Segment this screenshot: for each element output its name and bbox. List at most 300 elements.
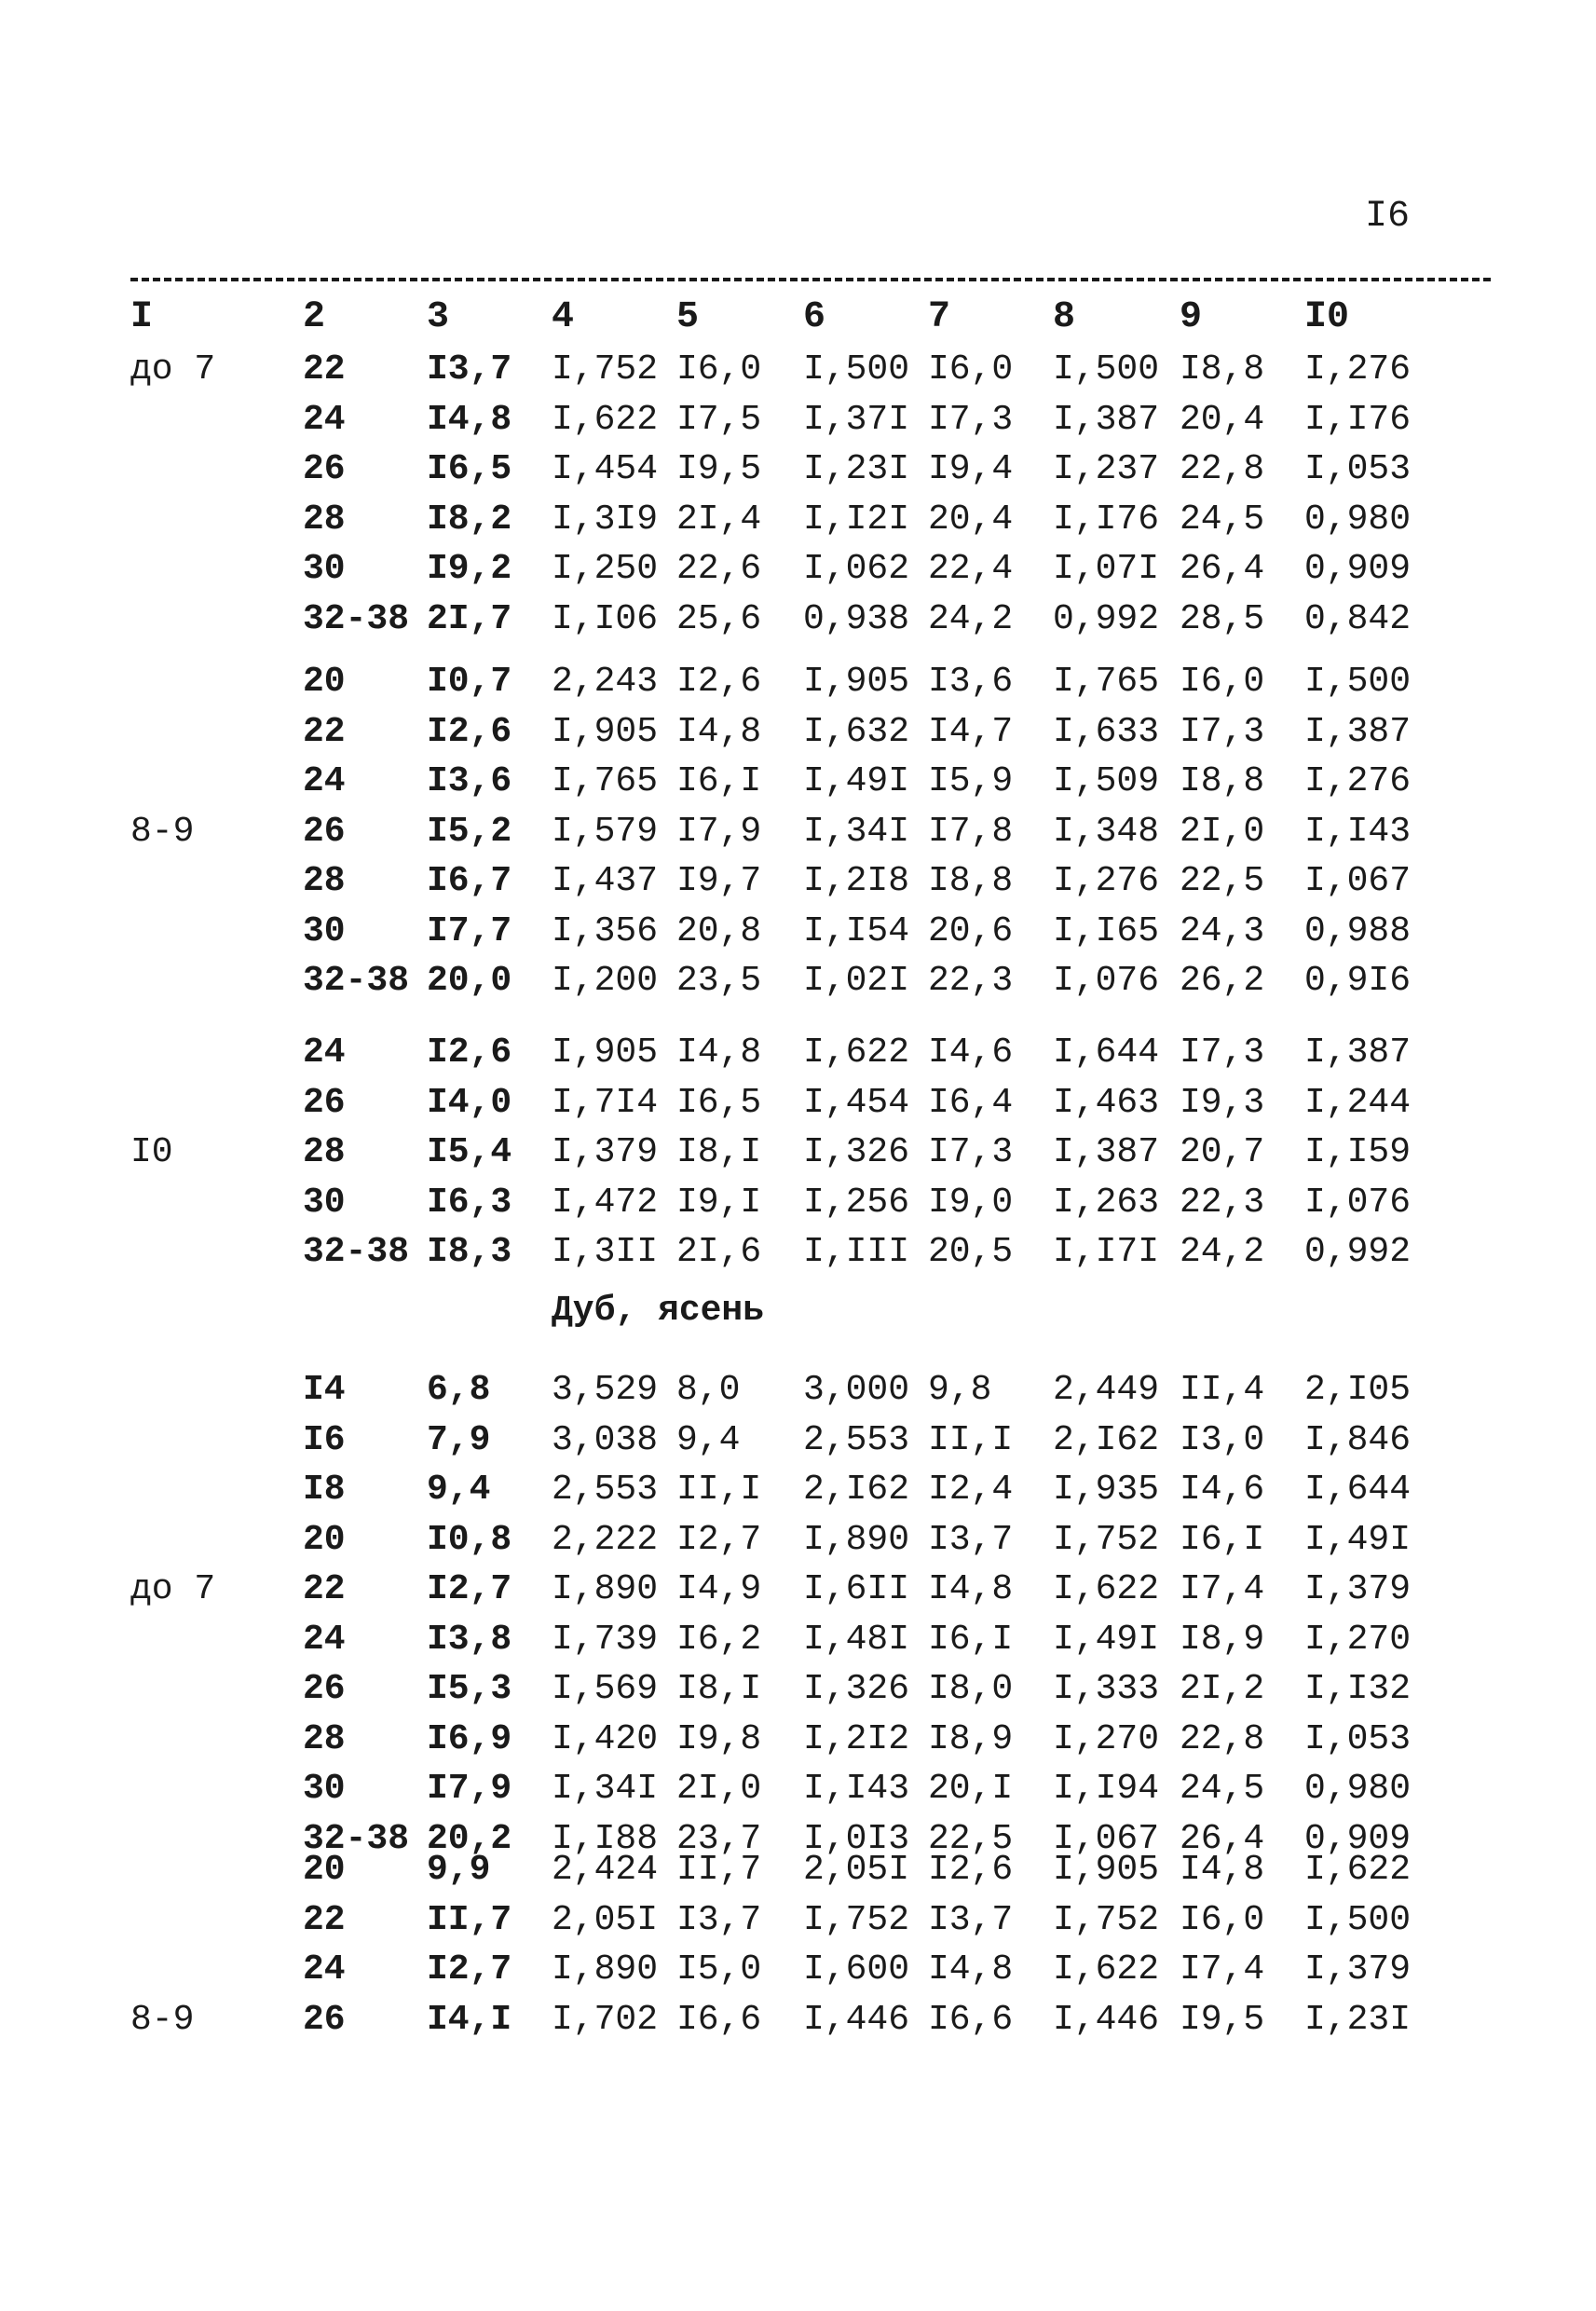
cell-col-4: 3,038 bbox=[552, 1419, 659, 1460]
cell-col-7: 20,5 bbox=[928, 1232, 1014, 1272]
cell-col-9: 24,3 bbox=[1180, 910, 1265, 951]
cell-col-7: 20,4 bbox=[928, 499, 1014, 540]
cell-col-3: I0,7 bbox=[427, 662, 512, 702]
cell-col-4: I,905 bbox=[552, 1032, 659, 1073]
cell-col-2: 28 bbox=[303, 861, 346, 901]
cell-col-2: 20 bbox=[303, 662, 346, 702]
cell-col-8: I,076 bbox=[1053, 961, 1160, 1001]
table-row bbox=[0, 1569, 1596, 1620]
cell-col-4: I,752 bbox=[552, 349, 659, 390]
cell-col-6: I,2I2 bbox=[803, 1718, 910, 1759]
cell-col-4: I,890 bbox=[552, 1949, 659, 1990]
cell-col-6: I,454 bbox=[803, 1082, 910, 1123]
cell-col-9: II,4 bbox=[1180, 1370, 1265, 1410]
table-row bbox=[0, 861, 1596, 911]
cell-col-2: 32-38 bbox=[303, 1232, 410, 1272]
group-label: 8-9 bbox=[130, 1999, 195, 2040]
cell-col-3: 6,8 bbox=[427, 1370, 491, 1410]
cell-col-7: I2,4 bbox=[928, 1470, 1014, 1510]
cell-col-8: I,644 bbox=[1053, 1032, 1160, 1073]
cell-col-6: I,622 bbox=[803, 1032, 910, 1073]
cell-col-2: 22 bbox=[303, 1569, 346, 1609]
cell-col-4: I,765 bbox=[552, 761, 659, 801]
cell-col-5: I4,8 bbox=[676, 711, 762, 752]
cell-col-2: 26 bbox=[303, 811, 346, 852]
cell-col-8: I,276 bbox=[1053, 861, 1160, 901]
cell-col-7: I3,7 bbox=[928, 1519, 1014, 1560]
cell-col-8: I,49I bbox=[1053, 1619, 1160, 1660]
cell-col-7: 22,5 bbox=[928, 1818, 1014, 1859]
cell-col-2: 24 bbox=[303, 1032, 346, 1073]
table-row bbox=[0, 1032, 1596, 1083]
cell-col-10: 0,909 bbox=[1304, 1818, 1412, 1859]
cell-col-9: I7,3 bbox=[1180, 1032, 1265, 1073]
cell-col-4: I,454 bbox=[552, 449, 659, 489]
cell-col-2: 32-38 bbox=[303, 598, 410, 639]
cell-col-3: 7,9 bbox=[427, 1419, 491, 1460]
cell-col-7: I7,3 bbox=[928, 399, 1014, 440]
cell-col-2: 28 bbox=[303, 1718, 346, 1759]
cell-col-4: I,579 bbox=[552, 811, 659, 852]
cell-col-5: 2I,4 bbox=[676, 499, 762, 540]
cell-col-3: I2,7 bbox=[427, 1949, 512, 1990]
cell-col-2: 26 bbox=[303, 1082, 346, 1123]
cell-col-6: I,905 bbox=[803, 662, 910, 702]
cell-col-3: I3,7 bbox=[427, 349, 512, 390]
cell-col-5: I2,6 bbox=[676, 662, 762, 702]
cell-col-3: I3,6 bbox=[427, 761, 512, 801]
table-row bbox=[0, 1900, 1596, 1950]
cell-col-4: I,I06 bbox=[552, 598, 659, 639]
cell-col-6: I,632 bbox=[803, 711, 910, 752]
cell-col-6: I,I2I bbox=[803, 499, 910, 540]
table-row bbox=[0, 349, 1596, 400]
cell-col-9: 2I,0 bbox=[1180, 811, 1265, 852]
cell-col-7: I6,6 bbox=[928, 1999, 1014, 2040]
cell-col-3: I5,3 bbox=[427, 1669, 512, 1709]
cell-col-2: 22 bbox=[303, 349, 346, 390]
cell-col-5: I6,6 bbox=[676, 1999, 762, 2040]
cell-col-2: I8 bbox=[303, 1470, 346, 1510]
group-label: до 7 bbox=[130, 1569, 216, 1609]
column-header-2: 2 bbox=[303, 296, 326, 338]
table-row bbox=[0, 1669, 1596, 1719]
table-row bbox=[0, 549, 1596, 599]
cell-col-10: I,I59 bbox=[1304, 1132, 1412, 1172]
table-row bbox=[0, 712, 1596, 762]
cell-col-8: I,I76 bbox=[1053, 499, 1160, 540]
cell-col-7: I3,6 bbox=[928, 662, 1014, 702]
cell-col-10: I,500 bbox=[1304, 662, 1412, 702]
cell-col-7: I9,4 bbox=[928, 449, 1014, 489]
cell-col-10: I,270 bbox=[1304, 1619, 1412, 1660]
cell-col-2: 24 bbox=[303, 399, 346, 440]
cell-col-2: 28 bbox=[303, 1132, 346, 1172]
cell-col-4: I,3II bbox=[552, 1232, 659, 1272]
cell-col-9: I8,9 bbox=[1180, 1619, 1265, 1660]
cell-col-10: I,053 bbox=[1304, 1718, 1412, 1759]
cell-col-8: I,500 bbox=[1053, 349, 1160, 390]
cell-col-4: I,437 bbox=[552, 861, 659, 901]
table-row bbox=[0, 1620, 1596, 1670]
table-row bbox=[0, 761, 1596, 812]
cell-col-8: I,387 bbox=[1053, 1132, 1160, 1172]
cell-col-4: I,356 bbox=[552, 910, 659, 951]
cell-col-5: 23,7 bbox=[676, 1818, 762, 1859]
cell-col-5: 2I,6 bbox=[676, 1232, 762, 1272]
cell-col-8: I,765 bbox=[1053, 662, 1160, 702]
cell-col-5: I8,I bbox=[676, 1132, 762, 1172]
cell-col-8: I,633 bbox=[1053, 711, 1160, 752]
cell-col-3: I6,9 bbox=[427, 1718, 512, 1759]
table-row bbox=[0, 2000, 1596, 2050]
cell-col-6: I,752 bbox=[803, 1899, 910, 1940]
cell-col-7: 24,2 bbox=[928, 598, 1014, 639]
cell-col-2: 30 bbox=[303, 1769, 346, 1809]
cell-col-8: I,446 bbox=[1053, 1999, 1160, 2040]
cell-col-3: 2I,7 bbox=[427, 598, 512, 639]
cell-col-9: 22,5 bbox=[1180, 861, 1265, 901]
cell-col-6: I,600 bbox=[803, 1949, 910, 1990]
cell-col-6: I,062 bbox=[803, 549, 910, 589]
cell-col-4: I,905 bbox=[552, 711, 659, 752]
cell-col-7: I4,8 bbox=[928, 1949, 1014, 1990]
cell-col-2: 30 bbox=[303, 549, 346, 589]
cell-col-7: I2,6 bbox=[928, 1850, 1014, 1890]
cell-col-7: 22,3 bbox=[928, 961, 1014, 1001]
cell-col-7: I6,4 bbox=[928, 1082, 1014, 1123]
cell-col-5: I8,I bbox=[676, 1669, 762, 1709]
cell-col-5: I9,I bbox=[676, 1182, 762, 1223]
cell-col-4: I,702 bbox=[552, 1999, 659, 2040]
cell-col-5: 9,4 bbox=[676, 1419, 741, 1460]
group-label: до 7 bbox=[130, 349, 216, 390]
cell-col-6: I,326 bbox=[803, 1132, 910, 1172]
cell-col-9: I6,0 bbox=[1180, 1899, 1265, 1940]
table-row bbox=[0, 1769, 1596, 1819]
cell-col-10: 0,992 bbox=[1304, 1232, 1412, 1272]
cell-col-4: I,250 bbox=[552, 549, 659, 589]
cell-col-8: I,905 bbox=[1053, 1850, 1160, 1890]
cell-col-5: I4,9 bbox=[676, 1569, 762, 1609]
cell-col-7: I8,9 bbox=[928, 1718, 1014, 1759]
cell-col-7: I9,0 bbox=[928, 1182, 1014, 1223]
cell-col-7: 20,I bbox=[928, 1769, 1014, 1809]
table-row bbox=[0, 1083, 1596, 1133]
cell-col-8: I,463 bbox=[1053, 1082, 1160, 1123]
cell-col-8: I,935 bbox=[1053, 1470, 1160, 1510]
cell-col-5: 20,8 bbox=[676, 910, 762, 951]
cell-col-10: I,053 bbox=[1304, 449, 1412, 489]
cell-col-9: 2I,2 bbox=[1180, 1669, 1265, 1709]
cell-col-5: I9,8 bbox=[676, 1718, 762, 1759]
cell-col-10: I,23I bbox=[1304, 1999, 1412, 2040]
cell-col-2: 24 bbox=[303, 761, 346, 801]
cell-col-4: I,420 bbox=[552, 1718, 659, 1759]
cell-col-3: I2,6 bbox=[427, 1032, 512, 1073]
cell-col-5: I6,I bbox=[676, 761, 762, 801]
cell-col-9: I7,4 bbox=[1180, 1569, 1265, 1609]
cell-col-9: I7,4 bbox=[1180, 1949, 1265, 1990]
cell-col-3: I5,2 bbox=[427, 811, 512, 852]
cell-col-6: I,0I3 bbox=[803, 1818, 910, 1859]
cell-col-8: 2,449 bbox=[1053, 1370, 1160, 1410]
cell-col-5: 2I,0 bbox=[676, 1769, 762, 1809]
cell-col-9: 20,7 bbox=[1180, 1132, 1265, 1172]
cell-col-10: I,076 bbox=[1304, 1182, 1412, 1223]
cell-col-8: I,067 bbox=[1053, 1818, 1160, 1859]
cell-col-10: 0,909 bbox=[1304, 549, 1412, 589]
cell-col-8: I,263 bbox=[1053, 1182, 1160, 1223]
cell-col-9: I8,8 bbox=[1180, 349, 1265, 390]
cell-col-7: I5,9 bbox=[928, 761, 1014, 801]
cell-col-3: 20,0 bbox=[427, 961, 512, 1001]
cell-col-10: 0,9I6 bbox=[1304, 961, 1412, 1001]
cell-col-4: I,739 bbox=[552, 1619, 659, 1660]
cell-col-2: 28 bbox=[303, 499, 346, 540]
cell-col-8: 2,I62 bbox=[1053, 1419, 1160, 1460]
cell-col-3: I2,6 bbox=[427, 711, 512, 752]
cell-col-3: I3,8 bbox=[427, 1619, 512, 1660]
cell-col-3: 9,4 bbox=[427, 1470, 491, 1510]
cell-col-4: I,379 bbox=[552, 1132, 659, 1172]
cell-col-9: 22,3 bbox=[1180, 1182, 1265, 1223]
cell-col-7: I4,6 bbox=[928, 1032, 1014, 1073]
cell-col-4: 2,553 bbox=[552, 1470, 659, 1510]
cell-col-6: 2,I62 bbox=[803, 1470, 910, 1510]
cell-col-9: I7,3 bbox=[1180, 711, 1265, 752]
cell-col-6: I,326 bbox=[803, 1669, 910, 1709]
cell-col-10: I,387 bbox=[1304, 711, 1412, 752]
cell-col-10: I,49I bbox=[1304, 1519, 1412, 1560]
cell-col-6: I,446 bbox=[803, 1999, 910, 2040]
cell-col-10: I,846 bbox=[1304, 1419, 1412, 1460]
cell-col-2: 26 bbox=[303, 1999, 346, 2040]
cell-col-3: I2,7 bbox=[427, 1569, 512, 1609]
cell-col-4: I,622 bbox=[552, 399, 659, 440]
cell-col-7: I4,7 bbox=[928, 711, 1014, 752]
column-header-10: I0 bbox=[1304, 296, 1350, 338]
cell-col-9: 22,8 bbox=[1180, 1718, 1265, 1759]
cell-col-4: I,7I4 bbox=[552, 1082, 659, 1123]
cell-col-9: 22,8 bbox=[1180, 449, 1265, 489]
cell-col-8: I,I7I bbox=[1053, 1232, 1160, 1272]
table-row bbox=[0, 1370, 1596, 1420]
cell-col-3: I8,2 bbox=[427, 499, 512, 540]
cell-col-10: I,067 bbox=[1304, 861, 1412, 901]
cell-col-7: I7,8 bbox=[928, 811, 1014, 852]
table-row bbox=[0, 812, 1596, 862]
cell-col-4: 2,424 bbox=[552, 1850, 659, 1890]
cell-col-5: II,I bbox=[676, 1470, 762, 1510]
cell-col-6: 3,000 bbox=[803, 1370, 910, 1410]
cell-col-5: I2,7 bbox=[676, 1519, 762, 1560]
column-header-6: 6 bbox=[803, 296, 826, 338]
cell-col-10: I,644 bbox=[1304, 1470, 1412, 1510]
cell-col-5: I6,0 bbox=[676, 349, 762, 390]
cell-col-8: I,237 bbox=[1053, 449, 1160, 489]
cell-col-10: 0,980 bbox=[1304, 1769, 1412, 1809]
cell-col-9: I6,I bbox=[1180, 1519, 1265, 1560]
cell-col-8: I,I94 bbox=[1053, 1769, 1160, 1809]
cell-col-2: 24 bbox=[303, 1619, 346, 1660]
cell-col-4: I,I88 bbox=[552, 1818, 659, 1859]
column-header-8: 8 bbox=[1053, 296, 1076, 338]
column-header-1: I bbox=[130, 296, 154, 338]
cell-col-7: I6,0 bbox=[928, 349, 1014, 390]
cell-col-9: 28,5 bbox=[1180, 598, 1265, 639]
cell-col-8: I,348 bbox=[1053, 811, 1160, 852]
table-row bbox=[0, 1850, 1596, 1900]
cell-col-10: 0,988 bbox=[1304, 910, 1412, 951]
table-row bbox=[0, 599, 1596, 650]
cell-col-6: I,23I bbox=[803, 449, 910, 489]
cell-col-4: 3,529 bbox=[552, 1370, 659, 1410]
cell-col-4: I,890 bbox=[552, 1569, 659, 1609]
cell-col-3: I6,3 bbox=[427, 1182, 512, 1223]
cell-col-9: I4,8 bbox=[1180, 1850, 1265, 1890]
column-header-7: 7 bbox=[928, 296, 951, 338]
cell-col-2: 20 bbox=[303, 1519, 346, 1560]
cell-col-9: 24,5 bbox=[1180, 1769, 1265, 1809]
cell-col-6: I,6II bbox=[803, 1569, 910, 1609]
table-row bbox=[0, 961, 1596, 1011]
cell-col-10: I,276 bbox=[1304, 761, 1412, 801]
cell-col-2: 26 bbox=[303, 449, 346, 489]
cell-col-2: 30 bbox=[303, 910, 346, 951]
cell-col-8: I,270 bbox=[1053, 1718, 1160, 1759]
cell-col-5: 8,0 bbox=[676, 1370, 741, 1410]
cell-col-3: I8,3 bbox=[427, 1232, 512, 1272]
cell-col-10: I,I76 bbox=[1304, 399, 1412, 440]
cell-col-6: I,34I bbox=[803, 811, 910, 852]
table-row bbox=[0, 1232, 1596, 1282]
cell-col-3: I7,9 bbox=[427, 1769, 512, 1809]
cell-col-5: I4,8 bbox=[676, 1032, 762, 1073]
table-row bbox=[0, 1719, 1596, 1770]
cell-col-9: I9,5 bbox=[1180, 1999, 1265, 2040]
cell-col-6: I,I43 bbox=[803, 1769, 910, 1809]
page-number: I6 bbox=[1365, 196, 1411, 238]
cell-col-5: I6,2 bbox=[676, 1619, 762, 1660]
cell-col-2: 32-38 bbox=[303, 961, 410, 1001]
cell-col-9: I6,0 bbox=[1180, 662, 1265, 702]
cell-col-6: I,890 bbox=[803, 1519, 910, 1560]
table-row bbox=[0, 499, 1596, 550]
cell-col-8: I,333 bbox=[1053, 1669, 1160, 1709]
cell-col-2: 24 bbox=[303, 1949, 346, 1990]
table-row bbox=[0, 1420, 1596, 1470]
cell-col-7: I4,8 bbox=[928, 1569, 1014, 1609]
cell-col-2: 30 bbox=[303, 1182, 346, 1223]
cell-col-5: 22,6 bbox=[676, 549, 762, 589]
cell-col-10: I,379 bbox=[1304, 1949, 1412, 1990]
cell-col-6: I,2I8 bbox=[803, 861, 910, 901]
cell-col-4: I,200 bbox=[552, 961, 659, 1001]
cell-col-6: I,I54 bbox=[803, 910, 910, 951]
cell-col-3: I5,4 bbox=[427, 1132, 512, 1172]
cell-col-4: I,34I bbox=[552, 1769, 659, 1809]
cell-col-5: I7,5 bbox=[676, 399, 762, 440]
cell-col-3: 9,9 bbox=[427, 1850, 491, 1890]
cell-col-10: I,500 bbox=[1304, 1899, 1412, 1940]
cell-col-7: I6,I bbox=[928, 1619, 1014, 1660]
cell-col-5: I9,5 bbox=[676, 449, 762, 489]
cell-col-10: I,387 bbox=[1304, 1032, 1412, 1073]
column-header-row bbox=[0, 296, 1596, 343]
cell-col-6: I,III bbox=[803, 1232, 910, 1272]
cell-col-3: 20,2 bbox=[427, 1818, 512, 1859]
cell-col-10: 0,980 bbox=[1304, 499, 1412, 540]
cell-col-2: 32-38 bbox=[303, 1818, 410, 1859]
cell-col-4: I,569 bbox=[552, 1669, 659, 1709]
cell-col-9: I3,0 bbox=[1180, 1419, 1265, 1460]
cell-col-7: I8,0 bbox=[928, 1669, 1014, 1709]
cell-col-9: 26,4 bbox=[1180, 549, 1265, 589]
cell-col-3: II,7 bbox=[427, 1899, 512, 1940]
cell-col-8: I,622 bbox=[1053, 1569, 1160, 1609]
cell-col-7: I3,7 bbox=[928, 1899, 1014, 1940]
cell-col-2: I4 bbox=[303, 1370, 346, 1410]
cell-col-3: I7,7 bbox=[427, 910, 512, 951]
cell-col-10: 0,842 bbox=[1304, 598, 1412, 639]
cell-col-5: I9,7 bbox=[676, 861, 762, 901]
cell-col-4: 2,243 bbox=[552, 662, 659, 702]
cell-col-9: 26,4 bbox=[1180, 1818, 1265, 1859]
table-row bbox=[0, 1470, 1596, 1520]
cell-col-10: I,379 bbox=[1304, 1569, 1412, 1609]
column-header-5: 5 bbox=[676, 296, 700, 338]
cell-col-2: 22 bbox=[303, 1899, 346, 1940]
cell-col-3: I0,8 bbox=[427, 1519, 512, 1560]
cell-col-4: I,3I9 bbox=[552, 499, 659, 540]
cell-col-4: I,472 bbox=[552, 1182, 659, 1223]
cell-col-6: 2,553 bbox=[803, 1419, 910, 1460]
cell-col-10: I,I32 bbox=[1304, 1669, 1412, 1709]
cell-col-5: 25,6 bbox=[676, 598, 762, 639]
cell-col-10: I,622 bbox=[1304, 1850, 1412, 1890]
cell-col-5: II,7 bbox=[676, 1850, 762, 1890]
cell-col-6: I,49I bbox=[803, 761, 910, 801]
table-row bbox=[0, 400, 1596, 450]
cell-col-8: I,I65 bbox=[1053, 910, 1160, 951]
cell-col-5: I3,7 bbox=[676, 1899, 762, 1940]
table-row bbox=[0, 1183, 1596, 1233]
cell-col-6: I,37I bbox=[803, 399, 910, 440]
cell-col-10: I,I43 bbox=[1304, 811, 1412, 852]
cell-col-9: I4,6 bbox=[1180, 1470, 1265, 1510]
cell-col-8: I,509 bbox=[1053, 761, 1160, 801]
cell-col-6: I,02I bbox=[803, 961, 910, 1001]
cell-col-7: 22,4 bbox=[928, 549, 1014, 589]
cell-col-3: I9,2 bbox=[427, 549, 512, 589]
cell-col-2: 22 bbox=[303, 711, 346, 752]
table-row bbox=[0, 1520, 1596, 1570]
cell-col-7: II,I bbox=[928, 1419, 1014, 1460]
column-header-3: 3 bbox=[427, 296, 450, 338]
cell-col-6: 0,938 bbox=[803, 598, 910, 639]
cell-col-5: I6,5 bbox=[676, 1082, 762, 1123]
cell-col-6: I,500 bbox=[803, 349, 910, 390]
cell-col-7: 9,8 bbox=[928, 1370, 992, 1410]
cell-col-5: 23,5 bbox=[676, 961, 762, 1001]
cell-col-9: I8,8 bbox=[1180, 761, 1265, 801]
cell-col-4: 2,05I bbox=[552, 1899, 659, 1940]
cell-col-7: I8,8 bbox=[928, 861, 1014, 901]
cell-col-3: I4,8 bbox=[427, 399, 512, 440]
cell-col-9: 26,2 bbox=[1180, 961, 1265, 1001]
table-row bbox=[0, 1132, 1596, 1183]
